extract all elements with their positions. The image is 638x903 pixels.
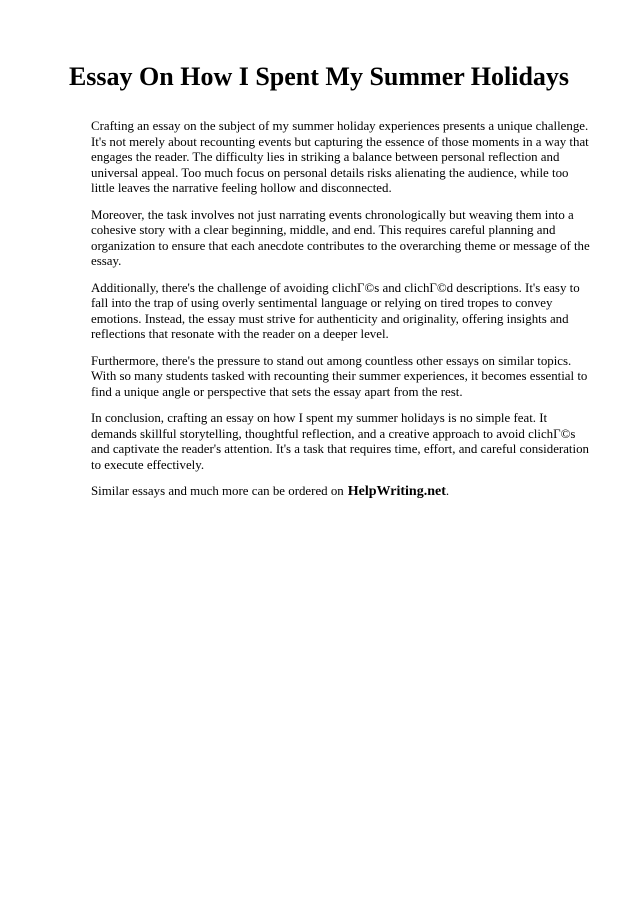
brand-link[interactable]: HelpWriting.net [347,484,446,499]
paragraph-4: Furthermore, there's the pressure to stand out among countless other essays on similar topics. With so many students tasked with recounting their summer experiences, it becomes essential to find a unique angle or perspective that sets the essay apart from the rest. [91,353,588,399]
footer-text: Similar essays and much more can be ordered on [91,484,344,498]
document-body [91,119,591,511]
paragraph-3: Additionally, there's the challenge of avoiding clichГ©s and clichГ©d descriptions. It's easy to fall into the trap of using overly sentimental language or relying on tired tropes to convey emotions. Instead, the essay must strive for authenticity and originality, offering insights and reflections that resonate with the reader on a deeper level. [91,280,580,341]
footer-line [91,484,591,500]
paragraph-2: Moreover, the task involves not just narrating events chronologically but weaving them into a cohesive story with a clear beginning, middle, and end. This requires careful planning and organization to ensure that each anecdote contributes to the overarching theme or message of the essay. [91,207,590,268]
document-title: Essay On How I Spent My Summer Holidays [68,62,570,91]
paragraph-5: In conclusion, crafting an essay on how I spent my summer holidays is no simple feat. It demands skillful storytelling, thoughtful reflection, and a creative approach to avoid clichГ©s and captivate the reader's attention. It's a task that requires time, effort, and careful consideration to execute effectively. [91,411,589,472]
footer-period: . [445,484,450,498]
paragraph-1: Crafting an essay on the subject of my summer holiday experiences presents a unique challenge. It's not merely about recounting events but capturing the essence of those moments in a way that engages the reader. The difficulty lies in striking a balance between personal reflection and universal appeal. Too much focus on personal details risks alienating the audience, while too little leaves the narrative feeling hollow and disconnected. [91,119,589,195]
